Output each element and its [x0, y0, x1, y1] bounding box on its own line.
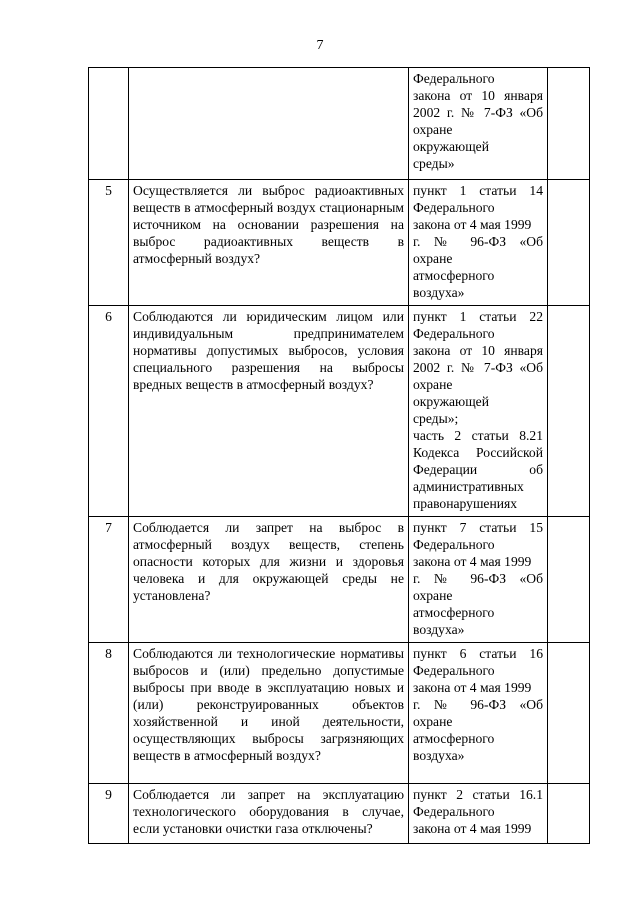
- reference-cell: [409, 643, 548, 784]
- empty-cell: [548, 306, 590, 517]
- reference-line: воздуха»: [413, 285, 465, 300]
- reference-line: Федерации об: [413, 462, 543, 477]
- reference-line: пункт 7 статьи 15: [413, 520, 543, 535]
- reference-line: Кодекса Российской: [413, 445, 543, 460]
- empty-cell: [548, 180, 590, 306]
- reference-line: Федерального: [413, 663, 495, 678]
- reference-line: воздуха»: [413, 622, 465, 637]
- reference-line: пункт 1 статьи 14: [413, 183, 543, 198]
- reference-line: закона от 4 мая 1999: [413, 217, 532, 232]
- row-number: 5: [89, 180, 129, 306]
- reference-line: г. № 96-ФЗ «Об: [413, 697, 543, 712]
- reference-line: Федерального: [413, 537, 495, 552]
- empty-cell: [548, 643, 590, 784]
- table-row: [89, 784, 590, 844]
- reference-line: пункт 6 статьи 16: [413, 646, 543, 661]
- table-row: [89, 643, 590, 784]
- reference-line: окружающей: [413, 139, 489, 154]
- reference-line: охране: [413, 251, 453, 266]
- reference-line: атмосферного: [413, 268, 495, 283]
- table-row: [89, 517, 590, 643]
- reference-line: закона от 4 мая 1999: [413, 680, 532, 695]
- reference-line: часть 2 статьи 8.21: [413, 428, 543, 443]
- question-cell: Осуществляется ли выброс радиоактивных веществ в атмосферный воздух стационарным источником на основании разрешения на выброс радиоактивных веществ в атмосферный воздух?: [129, 180, 409, 306]
- table-row: [89, 180, 590, 306]
- reference-cell: [409, 180, 548, 306]
- row-number: 7: [89, 517, 129, 643]
- reference-line: охране: [413, 588, 453, 603]
- reference-line: г. № 96-ФЗ «Об: [413, 571, 543, 586]
- question-cell: Соблюдаются ли технологические нормативы выбросов и (или) предельно допустимые выбросы при вводе в эксплуатацию новых и (или) реконструированных объектов хозяйственной и иной деятельности, осуществляющих выбросы загрязняющих веществ в атмосферный воздух?: [129, 643, 409, 784]
- empty-cell: [548, 784, 590, 844]
- reference-line: среды»: [413, 156, 455, 171]
- row-number: [89, 68, 129, 180]
- reference-line: закона от 10 января: [413, 88, 543, 103]
- reference-cell: [409, 784, 548, 844]
- reference-line: закона от 10 января: [413, 343, 543, 358]
- reference-line: закона от 4 мая 1999: [413, 821, 532, 836]
- reference-line: закона от 4 мая 1999: [413, 554, 532, 569]
- checklist-table: [88, 67, 590, 844]
- question-cell: Соблюдается ли запрет на эксплуатацию технологического оборудования в случае, если установки очистки газа отключены?: [129, 784, 409, 844]
- reference-line: пункт 2 статьи 16.1: [413, 787, 543, 802]
- reference-line: 2002 г. № 7-ФЗ «Об: [413, 360, 543, 375]
- reference-line: пункт 1 статьи 22: [413, 309, 543, 324]
- question-cell: Соблюдаются ли юридическим лицом или индивидуальным предпринимателем нормативы допустимых выбросов, условия специального разрешения на выбросы вредных веществ в атмосферный воздух?: [129, 306, 409, 517]
- empty-cell: [548, 517, 590, 643]
- reference-line: правонарушениях: [413, 496, 518, 511]
- reference-line: среды»;: [413, 411, 459, 426]
- empty-cell: [548, 68, 590, 180]
- row-number: 8: [89, 643, 129, 784]
- reference-line: Федерального: [413, 326, 495, 341]
- question-cell: Соблюдается ли запрет на выброс в атмосферный воздух веществ, степень опасности которых для жизни и здоровья человека и для окружающей среды не установлена?: [129, 517, 409, 643]
- reference-cell: [409, 517, 548, 643]
- reference-line: 2002 г. № 7-ФЗ «Об: [413, 105, 543, 120]
- question-cell: [129, 68, 409, 180]
- reference-line: административных: [413, 479, 524, 494]
- reference-line: Федерального: [413, 804, 495, 819]
- row-number: 6: [89, 306, 129, 517]
- reference-line: окружающей: [413, 394, 489, 409]
- reference-line: Федерального: [413, 200, 495, 215]
- reference-cell: [409, 306, 548, 517]
- page-number: 7: [316, 38, 324, 53]
- row-number: 9: [89, 784, 129, 844]
- reference-line: охране: [413, 714, 453, 729]
- reference-line: охране: [413, 377, 453, 392]
- reference-line: Федерального: [413, 71, 495, 86]
- reference-line: воздуха»: [413, 748, 465, 763]
- reference-line: охране: [413, 122, 453, 137]
- reference-cell: [409, 68, 548, 180]
- table-row: [89, 306, 590, 517]
- reference-line: атмосферного: [413, 731, 495, 746]
- reference-line: г. № 96-ФЗ «Об: [413, 234, 543, 249]
- table-row: [89, 68, 590, 180]
- reference-line: атмосферного: [413, 605, 495, 620]
